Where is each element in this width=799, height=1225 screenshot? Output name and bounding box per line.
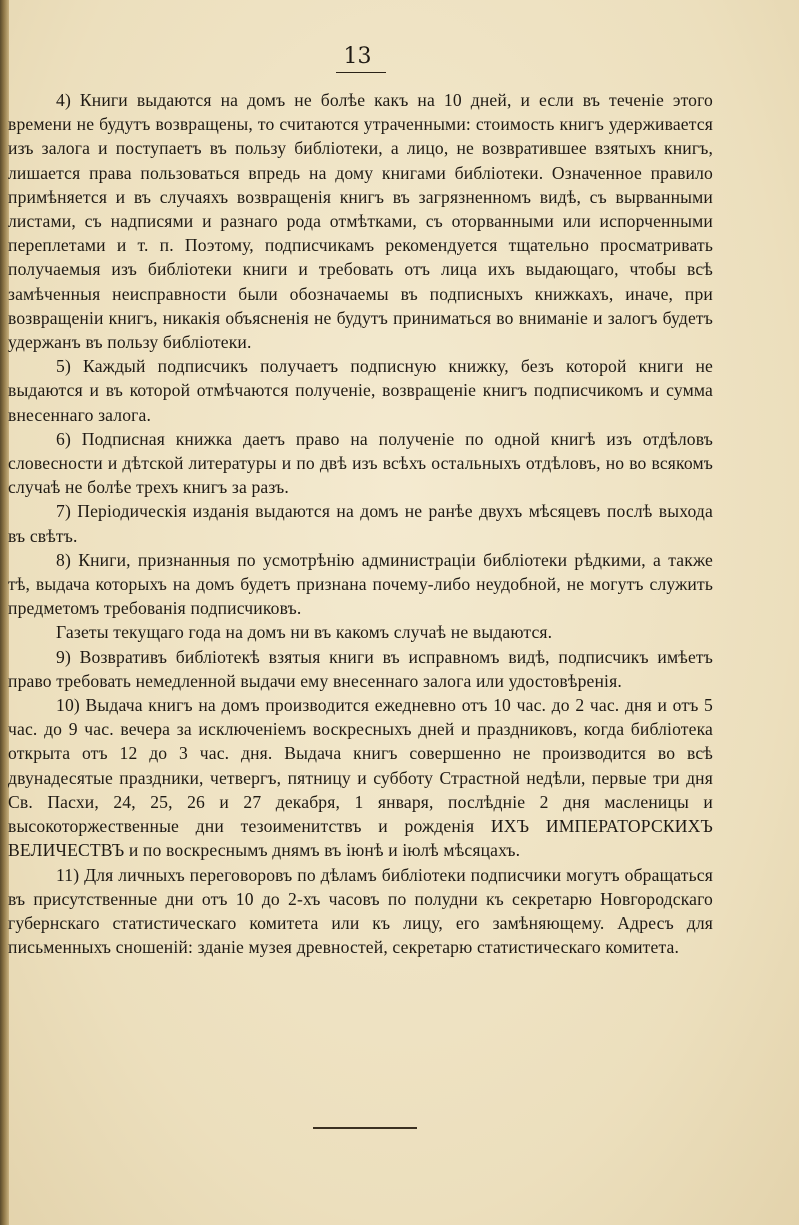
paragraph-rule-7: 7) Періодическія изданія выдаются на домъ не ранѣе двухъ мѣсяцевъ послѣ выхода въ свѣтъ. bbox=[8, 501, 713, 546]
paragraph-newspapers: Газеты текущаго года на домъ ни въ какомъ случаѣ не выдаются. bbox=[56, 622, 553, 643]
paragraph-rule-10: 10) Выдача книгъ на домъ производится ежедневно отъ 10 час. до 2 час. дня и отъ 5 час. до 9 час. вечера за исключеніемъ воскресныхъ дней и праздниковъ, когда библіотека открыта отъ 12 до 3 час. дня. Выдача книгъ совершенно не производится во всѣ двунадесятые праздники, четвергъ, пятницу и субботу Страстной недѣли, первые три дня Св. Пасхи, 24, 25, 26 и 27 декабря, 1 января, послѣдніе 2 дня масленицы и высокоторжественные дни тезоименитствъ и рожденія ИХЪ ИМПЕРАТОРСКИХЪ ВЕЛИЧЕСТВЪ и по воскреснымъ днямъ въ іюнѣ и іюлѣ мѣсяцахъ. bbox=[8, 695, 713, 861]
paragraph-rule-8: 8) Книги, признанныя по усмотрѣнію администраціи библіотеки рѣдкими, а также тѣ, выдача которыхъ на домъ будетъ признана почему-либо неудобной, не могутъ служить предметомъ требованія подписчиковъ. bbox=[8, 549, 713, 619]
body-text bbox=[8, 88, 713, 959]
paragraph-rule-5: 5) Каждый подписчикъ получаетъ подписную книжку, безъ которой книги не выдаются и въ которой отмѣчаются полученіе, возвращеніе книгъ подписчикомъ и сумма внесеннаго залога. bbox=[8, 356, 713, 425]
paragraph-rule-6: 6) Подписная книжка даетъ право на полученіе по одной книгѣ изъ отдѣловъ словесности и дѣтской литературы и по двѣ изъ всѣхъ остальныхъ отдѣловъ, но во всякомъ случаѣ не болѣе трехъ книгъ за разъ. bbox=[8, 428, 713, 498]
closing-rule bbox=[313, 1127, 417, 1129]
paragraph-rule-9: 9) Возвративъ библіотекѣ взятыя книги въ исправномъ видѣ, подписчикъ имѣетъ право требовать немедленной выдачи ему внесеннаго залога или удостовѣренія. bbox=[8, 646, 713, 691]
page-number: 13 bbox=[343, 44, 372, 69]
paragraph-rule-4: 4) Книги выдаются на домъ не болѣе какъ на 10 дней, и если въ теченіе этого времени не будутъ возвращены, то считаются утраченными: стоимость книгъ удерживается изъ залога и поступаетъ въ пользу библіотеки, а лицо, не возвратившее взятыхъ книгъ, лишается права пользоваться впредь на дому книгами библіотеки. Означенное правило примѣняется и въ случаяхъ возвращенія книгъ въ загрязненномъ видѣ, съ вырванными листами, съ надписями и разнаго рода отмѣтками, съ оторванными или испорченными переплетами и т. п. Поэтому, подписчикамъ рекомендуется тщательно просматривать получаемыя изъ библіотеки книги и требовать отъ лица ихъ выдающаго, чтобы всѣ замѣченныя неисправности были обозначаемы въ подписныхъ книжкахъ, иначе, при возвращеніи книгъ, никакія объясненія не будутъ приниматься во вниманіе и залогъ будетъ удержанъ въ пользу библіотеки. bbox=[8, 90, 713, 353]
page-number-underline bbox=[336, 72, 386, 73]
paragraph-rule-11: 11) Для личныхъ переговоровъ по дѣламъ библіотеки подписчики могутъ обращаться въ присутственные дни отъ 10 до 2-хъ часовъ по полудни къ секретарю Новгородскаго губернскаго статистическаго комитета или къ лицу, его замѣняющему. Адресъ для письменныхъ сношеній: зданіе музея древностей, секретарю статистическаго комитета. bbox=[8, 864, 713, 958]
